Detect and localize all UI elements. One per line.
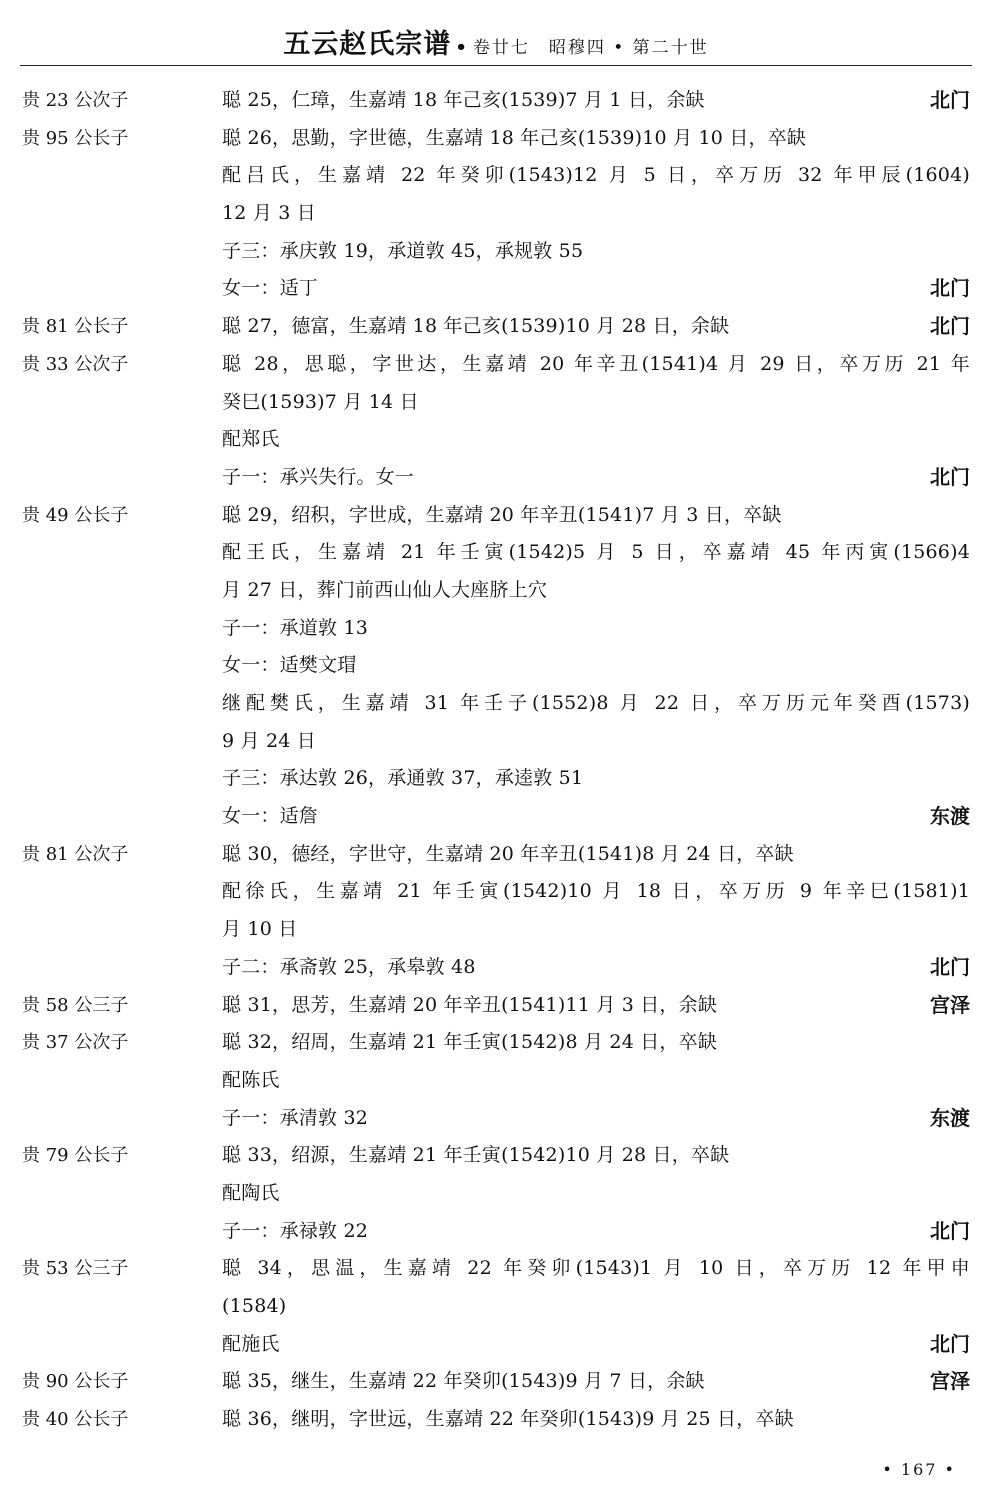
entry-text: 12 月 3 日 [222,202,316,225]
entry-line [0,1062,992,1100]
entry-text: 聪 27，德富，生嘉靖 18 年己亥(1539)10 月 28 日，余缺 [222,315,730,338]
branch-location: 北门 [930,1331,970,1356]
entry-text: 聪 26，思勤，字世德，生嘉靖 18 年己亥(1539)10 月 10 日，卒缺 [222,126,807,149]
branch-location: 东渡 [930,1105,970,1130]
entry-line [0,270,992,308]
entry-line [0,384,992,422]
entry-text: 女一：适丁 [222,277,319,300]
entry-text: 子三：承庆敦 19，承道敦 45，承规敦 55 [222,239,584,262]
branch-location: 北门 [930,1218,970,1243]
entry-text: 子一：承道敦 13 [222,616,369,639]
page-header [0,22,992,61]
parent-label: 贵 53 公三子 [22,1258,129,1280]
entry-line [0,157,992,195]
entry-text: 配陈氏 [222,1068,280,1091]
entry-line [0,911,992,949]
entry-text: 子一：承兴失行。女一 [222,465,415,488]
title-separator-dot: • [455,37,467,58]
parent-label: 贵 58 公三子 [22,994,129,1016]
entry-text: 聪 25，仁璋，生嘉靖 18 年己亥(1539)7 月 1 日，余缺 [222,89,705,111]
branch-location: 北门 [930,464,970,489]
entry-line [0,1288,992,1326]
book-title: 五云赵氏宗谱 [283,29,452,60]
entry-line [0,723,992,761]
entry-text: 配陶氏 [222,1181,280,1204]
entry-text: 聪 32，绍周，生嘉靖 21 年壬寅(1542)8 月 24 日，卒缺 [222,1031,718,1054]
entry-line [0,497,992,535]
entry-line [0,1401,992,1439]
entry-text: 9 月 24 日 [222,729,316,752]
entry-text: 聪 29，绍积，字世成，生嘉靖 20 年辛丑(1541)7 月 3 日，卒缺 [222,503,782,526]
entry-text: 继配樊氏，生嘉靖 31 年壬子(1552)8 月 22 日，卒万历元年癸酉(1573) [222,692,970,714]
entry-text: 聪 35，继生，生嘉靖 22 年癸卯(1543)9 月 7 日，余缺 [222,1370,705,1393]
parent-label: 贵 23 公次子 [22,90,129,111]
entry-line [0,1213,992,1251]
parent-label: 贵 49 公长子 [22,504,129,526]
parent-label: 贵 81 公长子 [22,316,129,338]
entry-text: 聪 28，思聪，字世达，生嘉靖 20 年辛丑(1541)4 月 29 日，卒万历 21 年 [222,352,970,375]
branch-location: 东渡 [930,804,970,829]
entry-line [0,346,992,384]
entry-text: 女一：适詹 [222,805,319,828]
branch-location: 北门 [930,276,970,301]
parent-label: 贵 33 公次子 [22,353,129,375]
entry-line [0,1363,992,1401]
genealogy-entries [0,82,992,1439]
entry-text: 子一：承禄敦 22 [222,1219,369,1242]
entry-line [0,534,992,572]
entry-line [0,1100,992,1138]
entry-text: 月 10 日 [222,918,298,941]
page-number: • 167 • [882,1460,956,1479]
entry-line [0,1250,992,1288]
entry-line [0,873,992,911]
volume-subtitle: 卷廿七 昭穆四 • 第二十世 [472,38,709,58]
entry-line [0,1175,992,1213]
parent-label: 贵 40 公长子 [22,1409,129,1431]
entry-line [0,82,992,120]
branch-location: 北门 [930,954,970,979]
entry-text: 子三：承达敦 26，承通敦 37，承逵敦 51 [222,767,584,790]
entry-text: 癸巳(1593)7 月 14 日 [222,390,419,413]
entry-text: 配郑氏 [222,428,280,451]
entry-text: 配王氏，生嘉靖 21 年壬寅(1542)5 月 5 日，卒嘉靖 45 年丙寅(1566)4 [222,541,970,564]
entry-line [0,308,992,346]
entry-text: 女一：适樊文瑁 [222,654,357,677]
branch-location: 北门 [930,88,970,112]
entry-line [0,1326,992,1364]
parent-label: 贵 37 公次子 [22,1032,129,1054]
entry-line [0,647,992,685]
entry-line [0,120,992,158]
entry-line [0,836,992,874]
entry-line [0,421,992,459]
entry-line [0,685,992,723]
entry-text: 聪 33，绍源，生嘉靖 21 年壬寅(1542)10 月 28 日，卒缺 [222,1144,730,1167]
entry-text: 聪 36，继明，字世远，生嘉靖 22 年癸卯(1543)9 月 25 日，卒缺 [222,1408,794,1431]
entry-line [0,459,992,497]
entry-line [0,1137,992,1175]
entry-line [0,195,992,233]
entry-text: 聪 31，思芳，生嘉靖 20 年辛丑(1541)11 月 3 日，余缺 [222,993,718,1016]
entry-line [0,798,992,836]
parent-label: 贵 90 公长子 [22,1371,129,1393]
entry-line [0,233,992,271]
entry-text: 配徐氏，生嘉靖 21 年壬寅(1542)10 月 18 日，卒万历 9 年辛巳(1581)1 [222,880,970,903]
branch-location: 宫泽 [930,1369,970,1394]
header-rule [20,65,972,66]
entry-text: 月 27 日，葬门前西山仙人大座脐上穴 [222,578,548,601]
entry-text: 子一：承清敦 32 [222,1106,369,1129]
entry-text: 子二：承斋敦 25，承皋敦 48 [222,955,476,978]
branch-location: 宫泽 [930,992,970,1017]
entry-text: (1584) [222,1295,287,1317]
entry-line [0,987,992,1025]
entry-text: 配施氏 [222,1332,280,1355]
entry-line [0,1024,992,1062]
entry-line [0,572,992,610]
entry-text: 聪 30，德经，字世守，生嘉靖 20 年辛丑(1541)8 月 24 日，卒缺 [222,842,794,865]
entry-line [0,610,992,648]
entry-line [0,760,992,798]
entry-text: 配吕氏，生嘉靖 22 年癸卯(1543)12 月 5 日，卒万历 32 年甲辰(1604) [222,164,970,187]
branch-location: 北门 [930,314,970,339]
entry-text: 聪 34，思温，生嘉靖 22 年癸卯(1543)1 月 10 日，卒万历 12 年甲申 [222,1257,970,1280]
parent-label: 贵 81 公次子 [22,843,129,865]
parent-label: 贵 95 公长子 [22,127,129,149]
entry-line [0,949,992,987]
parent-label: 贵 79 公长子 [22,1145,129,1167]
